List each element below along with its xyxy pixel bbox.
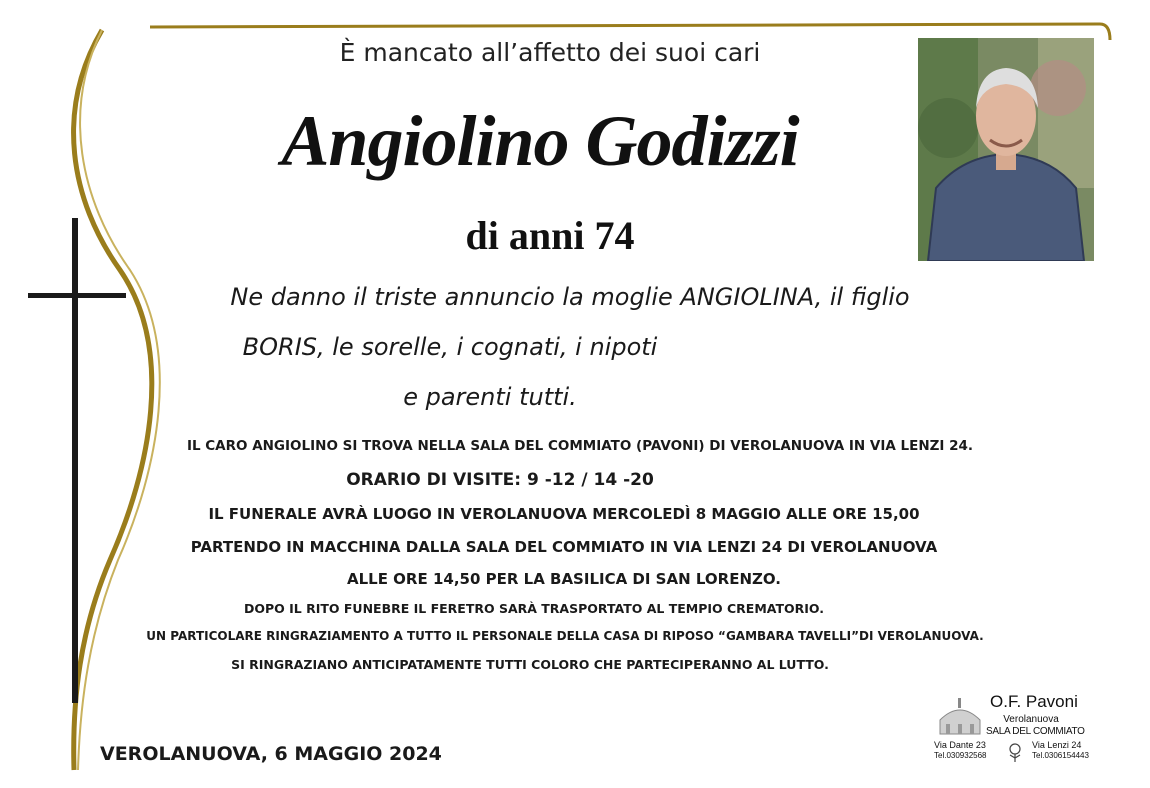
intro-text: È mancato all’affetto dei suoi cari xyxy=(339,38,761,67)
funeral-home-hall: SALA DEL COMMIATO xyxy=(986,726,1085,737)
phone-left: Tel.030932568 xyxy=(934,751,987,760)
deceased-name: Angiolino Godizzi xyxy=(281,101,799,181)
announcement-line-1: Ne danno il triste annuncio la moglie ANGIOLINA, il figlio xyxy=(230,283,910,311)
detail-line-2: ORARIO DI VISITE: 9 -12 / 14 -20 xyxy=(346,470,654,490)
portrait-photo xyxy=(918,38,1094,261)
detail-line-4: PARTENDO IN MACCHINA DALLA SALA DEL COMMIATO IN VIA LENZI 24 DI VEROLANUOVA xyxy=(190,538,938,556)
date-line: VEROLANUOVA, 6 MAGGIO 2024 xyxy=(100,743,442,765)
detail-line-8: SI RINGRAZIANO ANTICIPATAMENTE TUTTI COLORO CHE PARTECIPERANNO AL LUTTO. xyxy=(231,657,829,672)
basilica-icon xyxy=(936,696,984,736)
detail-line-6: DOPO IL RITO FUNEBRE IL FERETRO SARÀ TRASPORTATO AL TEMPIO CREMATORIO. xyxy=(243,601,825,616)
deceased-age: di anni 74 xyxy=(465,213,635,258)
rose-icon xyxy=(1004,742,1026,762)
detail-line-7: UN PARTICOLARE RINGRAZIAMENTO A TUTTO IL PERSONALE DELLA CASA DI RIPOSO “GAMBARA TAVELLI”DI VEROLANUOVA. xyxy=(146,629,984,643)
announcement-line-2: BORIS, le sorelle, i cognati, i nipoti xyxy=(242,333,658,361)
funeral-home-name: O.F. Pavoni xyxy=(990,692,1078,711)
announcement-line-3: e parenti tutti. xyxy=(403,383,577,411)
detail-line-5: ALLE ORE 14,50 PER LA BASILICA DI SAN LORENZO. xyxy=(346,570,781,588)
address-right: Via Lenzi 24 xyxy=(1032,740,1082,750)
detail-line-3: IL FUNERALE AVRÀ LUOGO IN VEROLANUOVA MERCOLEDÌ 8 MAGGIO ALLE ORE 15,00 xyxy=(208,505,920,523)
funeral-home-logo xyxy=(930,690,1090,770)
address-left: Via Dante 23 xyxy=(934,740,986,750)
phone-right: Tel.0306154443 xyxy=(1032,751,1089,760)
detail-line-1: IL CARO ANGIOLINO SI TROVA NELLA SALA DEL COMMIATO (PAVONI) DI VEROLANUOVA IN VIA LENZI 24. xyxy=(186,438,974,454)
funeral-home-town: Verolanuova xyxy=(1003,714,1059,725)
